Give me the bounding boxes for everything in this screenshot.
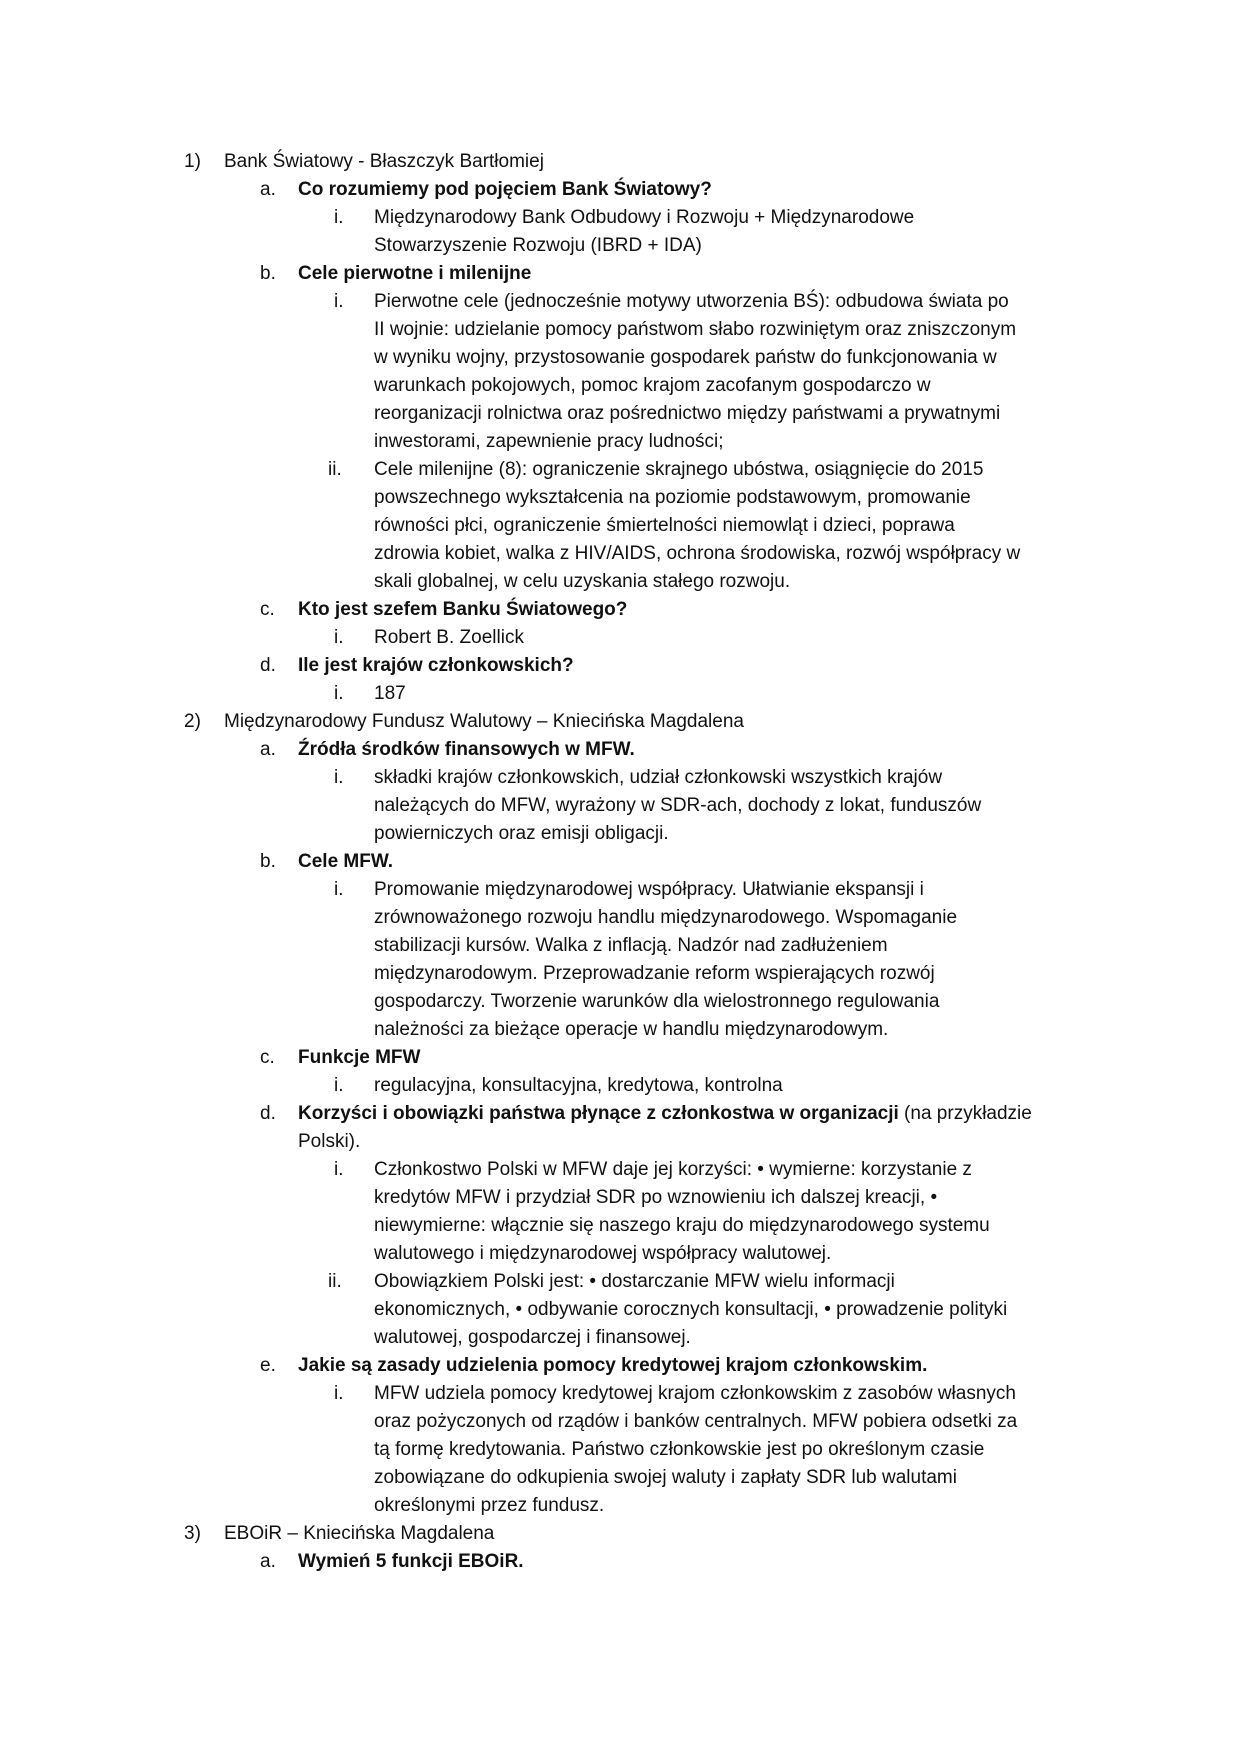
list-marker: 1) [184,151,201,172]
outline-text-line: należności za bieżące operacje w handlu międzynarodowym. [374,1019,889,1040]
outline-text-line: skali globalnej, w celu uzyskania stałego rozwoju. [374,571,791,592]
outline-item-level-3 [0,764,1099,848]
outline-text-line: zrównoważonego rozwoju handlu międzynarodowego. Wspomaganie [374,907,958,928]
question-heading: Co rozumiemy pod pojęciem Bank Światowy? [298,179,712,200]
question-heading: Cele MFW. [298,851,394,872]
outline-text-line: MFW udziela pomocy kredytowej krajom członkowskim z zasobów własnych [374,1383,1016,1404]
outline-item-level-3 [0,1268,1099,1352]
outline-text-line: Pierwotne cele (jednocześnie motywy utworzenia BŚ): odbudowa świata po [374,291,1009,312]
outline-text-line: tą formę kredytowania. Państwo członkowskie jest po określonym czasie [374,1439,985,1460]
outline-text-line: walutowej, gospodarczej i finansowej. [374,1327,691,1348]
list-marker: d. [260,1103,276,1124]
list-marker: e. [260,1355,276,1376]
list-marker: i. [334,1159,344,1180]
outline-item-level-3 [0,680,1099,708]
outline-text-line: równości płci, ograniczenie śmiertelności niemowląt i dzieci, poprawa [374,515,955,536]
outline-item-level-3 [0,876,1099,1044]
outline-item-level-3 [0,456,1099,596]
outline-text-line: inwestorami, zapewnienie pracy ludności; [374,431,724,452]
outline-text-line: EBOiR – Kniecińska Magdalena [224,1523,495,1544]
outline-item-level-2 [0,1548,1098,1576]
outline-item-level-1 [0,1520,1104,1548]
heading-suffix: (na przykładzie [898,1103,1032,1124]
outline-text-line: zdrowia kobiet, walka z HIV/AIDS, ochrona środowiska, rozwój współpracy w [374,543,1021,564]
outline-item-level-2 [0,1352,1098,1380]
outline-item-level-1 [0,148,1104,176]
list-marker: i. [334,627,344,648]
list-marker: ii. [328,1271,342,1292]
outline-item-level-3 [0,204,1099,260]
list-marker: i. [334,1075,344,1096]
outline-item-level-2 [0,652,1098,680]
outline-text-line: określonymi przez fundusz. [374,1495,605,1516]
list-marker: b. [260,263,276,284]
document-page [0,148,1240,1576]
list-marker: a. [260,179,276,200]
outline-item-level-3 [0,1072,1099,1100]
list-marker: ii. [328,459,342,480]
outline-text-line: Bank Światowy - Błaszczyk Bartłomiej [224,151,544,172]
outline-text-line: warunkach pokojowych, pomoc krajom zacofanym gospodarczo w [374,375,931,396]
outline-text-line: w wyniku wojny, przystosowanie gospodarek państw do funkcjonowania w [374,347,997,368]
outline-item-level-3 [0,288,1099,456]
outline-text-line: Stowarzyszenie Rozwoju (IBRD + IDA) [374,235,702,256]
list-marker: i. [334,767,344,788]
question-heading: Kto jest szefem Banku Światowego? [298,599,628,620]
outline-text-line: powszechnego wykształcenia na poziomie podstawowym, promowanie [374,487,971,508]
outline-text-line: oraz pożyczonych od rządów i banków centralnych. MFW pobiera odsetki za [374,1411,1018,1432]
question-heading: Cele pierwotne i milenijne [298,263,532,284]
outline-text-line: międzynarodowym. Przeprowadzanie reform wspierających rozwój [374,963,935,984]
list-marker: i. [334,879,344,900]
outline-text-line: stabilizacji kursów. Walka z inflacją. Nadzór nad zadłużeniem [374,935,888,956]
outline-item-level-1 [0,708,1104,736]
outline-text-line: zobowiązane do odkupienia swojej waluty i zapłaty SDR lub walutami [374,1467,957,1488]
outline-item-level-3 [0,1156,1099,1268]
outline-item-level-2 [0,848,1098,876]
outline-text-line: Członkostwo Polski w MFW daje jej korzyści: • wymierne: korzystanie z [374,1159,972,1180]
outline-text-line: 187 [374,683,406,704]
outline-item-level-2 [0,736,1098,764]
outline-text-line: należących do MFW, wyrażony w SDR-ach, dochody z lokat, funduszów [374,795,982,816]
outline-text-line: niewymierne: włącznie się naszego kraju do międzynarodowego systemu [374,1215,990,1236]
list-marker: a. [260,739,276,760]
outline-item-level-2 [0,1100,1098,1156]
outline-item-level-2 [0,176,1098,204]
outline-text-line: regulacyjna, konsultacyjna, kredytowa, kontrolna [374,1075,783,1096]
outline-text-line: Obowiązkiem Polski jest: • dostarczanie MFW wielu informacji [374,1271,895,1292]
list-marker: i. [334,291,344,312]
list-marker: d. [260,655,276,676]
list-marker: 3) [184,1523,201,1544]
outline-text-line: powierniczych oraz emisji obligacji. [374,823,669,844]
outline-text-line: ekonomicznych, • odbywanie corocznych konsultacji, • prowadzenie polityki [374,1299,1008,1320]
question-heading: Korzyści i obowiązki państwa płynące z członkostwa w organizacji (na przykładzie [298,1103,1032,1124]
list-marker: i. [334,207,344,228]
outline-text-line: walutowego i międzynarodowej współpracy walutowej. [374,1243,832,1264]
list-marker: c. [260,1047,275,1068]
list-marker: b. [260,851,276,872]
list-marker: 2) [184,711,201,732]
question-heading: Wymień 5 funkcji EBOiR. [298,1551,524,1572]
list-marker: c. [260,599,275,620]
question-heading: Funkcje MFW [298,1047,421,1068]
outline-item-level-2 [0,1044,1098,1072]
question-heading: Źródła środków finansowych w MFW. [298,739,635,760]
outline-item-level-3 [0,1380,1099,1520]
outline-item-level-3 [0,624,1099,652]
outline-text-line: Robert B. Zoellick [374,627,524,648]
outline-text-line: Międzynarodowy Fundusz Walutowy – Kniecińska Magdalena [224,711,744,732]
outline-text-line: II wojnie: udzielanie pomocy państwom słabo rozwiniętym oraz zniszczonym [374,319,1017,340]
list-marker: a. [260,1551,276,1572]
outline-text-line: kredytów MFW i przydział SDR po wznowieniu ich dalszej kreacji, • [374,1187,938,1208]
outline-text-line: reorganizacji rolnictwa oraz pośrednictwo między państwami a prywatnymi [374,403,1001,424]
outline-text-line: Międzynarodowy Bank Odbudowy i Rozwoju + Międzynarodowe [374,207,915,228]
outline-text-line: gospodarczy. Tworzenie warunków dla wielostronnego regulowania [374,991,940,1012]
question-heading: Ile jest krajów członkowskich? [298,655,574,676]
list-marker: i. [334,1383,344,1404]
outline-item-level-2 [0,596,1098,624]
outline-text-line: Cele milenijne (8): ograniczenie skrajnego ubóstwa, osiągnięcie do 2015 [374,459,984,480]
list-marker: i. [334,683,344,704]
outline-item-level-2 [0,260,1098,288]
outline-text-line: Promowanie międzynarodowej współpracy. Ułatwianie ekspansji i [374,879,924,900]
question-heading: Jakie są zasady udzielenia pomocy kredytowej krajom członkowskim. [298,1355,928,1376]
outline-text-line: składki krajów członkowskich, udział członkowski wszystkich krajów [374,767,943,788]
outline-text-line: Polski). [298,1131,361,1152]
